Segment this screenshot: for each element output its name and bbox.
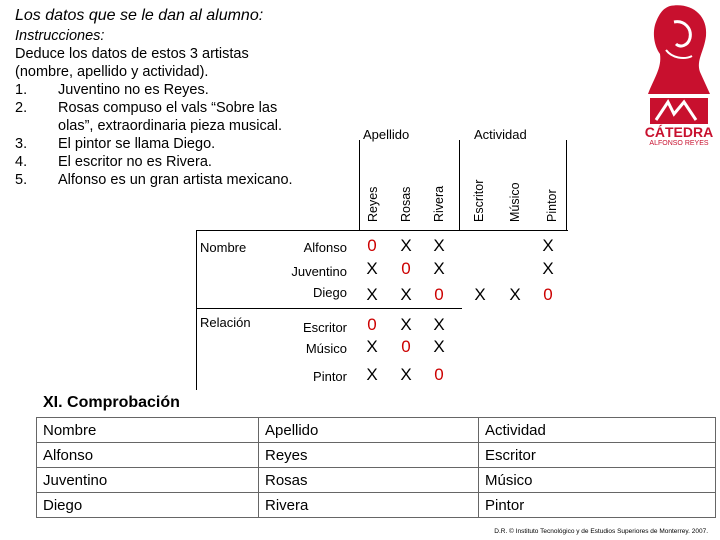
grid-mark: X (400, 365, 412, 384)
table-cell: Diego (37, 493, 259, 518)
grid-mark: X (366, 285, 378, 304)
col-header-rivera: Rivera (432, 185, 446, 222)
grid-mark: 0 (434, 365, 444, 384)
grid-line (566, 140, 567, 230)
grid-line (196, 230, 568, 231)
table-cell: Rosas (259, 468, 479, 493)
table-cell: Apellido (259, 418, 479, 443)
logo-text-catedra: CÁTEDRA (644, 124, 714, 140)
col-header-musico: Músico (508, 182, 522, 222)
grid-mark: 0 (543, 285, 553, 304)
grid-line (459, 140, 460, 230)
grid-mark: 0 (367, 236, 377, 255)
instructions-line: Deduce los datos de estos 3 artistas (15, 46, 249, 62)
row-group-nombre: Nombre (200, 240, 247, 255)
row-label-juventino: Juventino (291, 264, 347, 279)
grid-line (196, 230, 197, 390)
col-header-escritor: Escritor (472, 179, 486, 222)
grid-mark: 0 (367, 315, 377, 334)
grid-mark: X (474, 285, 486, 304)
grid-mark: X (366, 365, 378, 384)
grid-mark: X (433, 259, 445, 278)
grid-mark: X (433, 236, 445, 255)
instructions-line: (nombre, apellido y actividad). (15, 64, 209, 80)
col-group-actividad: Actividad (474, 127, 527, 142)
grid-mark: X (366, 337, 378, 356)
grid-mark: 0 (434, 285, 444, 304)
table-row (37, 468, 716, 493)
instruction-item: 1. Juventino no es Reyes. (15, 82, 209, 98)
row-label-pintor: Pintor (313, 369, 347, 384)
row-label-escritor: Escritor (302, 320, 347, 335)
table-cell: Alfonso (37, 443, 259, 468)
grid-mark: 0 (401, 259, 411, 278)
table-cell: Escritor (479, 443, 716, 468)
grid-mark: X (542, 259, 554, 278)
row-group-relacion: Relación (200, 315, 251, 330)
table-cell: Nombre (37, 418, 259, 443)
instruction-item: olas”, extraordinaria pieza musical. (58, 118, 283, 134)
table-cell: Pintor (479, 493, 716, 518)
table-cell: Actividad (479, 418, 716, 443)
page-title: Los datos que se le dan al alumno: (15, 7, 264, 24)
grid-mark: X (400, 315, 412, 334)
col-header-rosas: Rosas (399, 186, 413, 222)
grid-line (359, 140, 360, 230)
col-group-apellido: Apellido (363, 127, 410, 142)
grid-mark: X (366, 259, 378, 278)
instruction-item: 3. El pintor se llama Diego. (15, 136, 216, 152)
instruction-item: 5. Alfonso es un gran artista mexicano. (15, 172, 293, 188)
table-row (37, 443, 716, 468)
grid-mark: X (400, 236, 412, 255)
grid-mark: X (542, 236, 554, 255)
table-cell: Rivera (259, 493, 479, 518)
row-label-musico: Músico (305, 341, 347, 356)
copyright-footer: D.R. © Instituto Tecnológico y de Estudios Superiores de Monterrey. 2007. (494, 528, 708, 535)
col-header-pintor: Pintor (545, 189, 559, 222)
instructions-heading: Instrucciones: (15, 28, 105, 44)
grid-mark: X (509, 285, 521, 304)
row-label-diego: Diego (313, 285, 347, 300)
instruction-item: 4. El escritor no es Rivera. (15, 154, 212, 170)
grid-mark: X (400, 285, 412, 304)
logo-text-alfonso-reyes: ALFONSO REYES (649, 140, 709, 147)
comprobacion-table (36, 417, 716, 518)
row-label-alfonso: Alfonso (303, 240, 347, 255)
catedra-alfonso-reyes-logo (640, 2, 718, 160)
grid-mark: 0 (401, 337, 411, 356)
table-cell: Reyes (259, 443, 479, 468)
col-header-reyes: Reyes (366, 186, 380, 222)
comprobacion-heading: XI. Comprobación (43, 394, 180, 411)
grid-mark: X (433, 315, 445, 334)
table-cell: Músico (479, 468, 716, 493)
table-row (37, 418, 716, 443)
grid-mark: X (433, 337, 445, 356)
table-cell: Juventino (37, 468, 259, 493)
table-row (37, 493, 716, 518)
grid-line (196, 308, 462, 309)
instructions (15, 27, 293, 189)
instruction-item: 2. Rosas compuso el vals “Sobre las (15, 100, 278, 116)
